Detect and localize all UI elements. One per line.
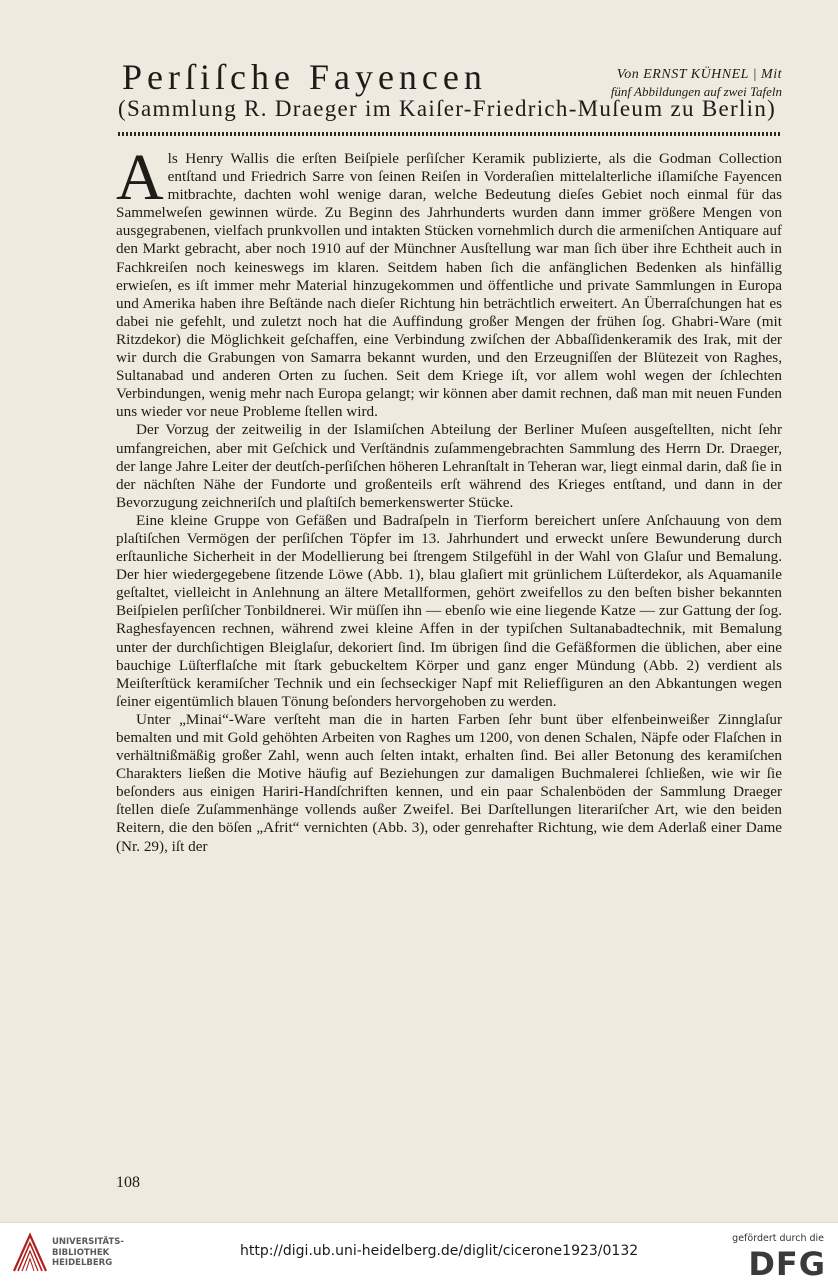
paragraph-1 [116, 141, 782, 421]
article-body [116, 141, 782, 856]
permalink-url[interactable]: http://digi.ub.uni-heidelberg.de/diglit/cicerone1923/0132 [240, 1243, 639, 1259]
paragraph-1-text: ls Henry Wallis die erſten Beiſpiele perſiſcher Keramik publizierte, als die Godman Collection entſtand und Friedrich Sarre von ſeinen Reiſen in Vorderaſien mittelalterliche iſlamiſche Fayencen mitbrachte, dachten wohl wenige daran, welche Bedeutung dieſes Gebiet noch einmal für das Sammelweſen gewinnen würde. Zu Beginn des Jahrhunderts wurden dann immer größere Mengen von ausgegrabenen, vielfach prunkvollen und intakten Stücken vornehmlich durch die armeniſchen Antiquare auf den Markt gebracht, aber noch 1910 auf der Münchner Ausſtellung war man ſich über ihre Echtheit auch in Fachkreiſen noch keineswegs im klaren. Seitdem haben ſich die anfänglichen Bedenken als hinfällig erwieſen, es iſt immer mehr Material hinzugekommen und öffentliche und private Sammlungen in Europa und Amerika haben ihre Beſtände nach dieſer Richtung hin beträchtlich erweitert. An Überraſchungen hat es dabei nie gefehlt, und zuletzt noch hat die Auffindung großer Mengen der frühen ſog. Ghabri-Ware (mit Ritzdekor) die Möglichkeit geſchaffen, eine Verbindung zwiſchen der Abbaſſidenkeramik des Irak, mit der wir durch die Grabungen von Samarra bekannt wurden, und den Erzeugniſſen der Blütezeit von Raghes, Sultanabad und anderen Orten zu ſuchen. Seit dem Kriege iſt, vor allem wohl wegen der ſchlechten Verbindungen, wenig mehr nach Europa gelangt; wir können aber damit rechnen, daß man mit neuen Funden uns wieder vor neue Probleme ſtellen wird. [116, 150, 782, 421]
dfg-logo[interactable]: DFG [748, 1245, 826, 1283]
library-name-line-2: BIBLIOTHEK [52, 1247, 110, 1258]
paragraph-2: Der Vorzug der zeitweilig in der Islamiſchen Abteilung der Berliner Muſeen ausgeſtellten, nicht ſehr umfangreichen, aber mit Geſchick und Verſtändnis zuſammengebrachten Sammlung des Herrn Dr. Draeger, der lange Jahre Leiter der deutſch-perſiſchen höheren Lehranſtalt in Teheran war, liegt einmal darin, daß ſie in der nächſten Nähe der Fundorte und großenteils erſt während des Krieges entſtand, und dann in der Bevorzugung zeichneriſch und plaſtiſch bemerkenswerter Stücke. [116, 421, 782, 511]
library-name-line-1: UNIVERSITÄTS- [52, 1237, 124, 1247]
university-library-logo-icon[interactable] [10, 1231, 50, 1275]
paragraph-3: Eine kleine Gruppe von Gefäßen und Badraſpeln in Tierform bereichert unſere Anſchauung von dem plaſtiſchen Vermögen der perſiſchen Töpfer im 13. Jahrhundert und erweckt unſere Bewunderung durch erſtaunliche Sicherheit in der Modellierung bei ſtrengem Stilgefühl in der Wahl von Glaſur und Bemalung. Der hier wiedergegebene ſitzende Löwe (Abb. 1), blau glaſiert mit grünlichem Lüſterdekor, als Aquamanile geſtaltet, vielleicht in Anlehnung an ältere Metallformen, gehört zweifellos zu den beſten bisher bekannten Beiſpielen perſiſcher Tonbildnerei. Wir müſſen ihn — ebenſo wie eine liegende Katze — zur Gattung der ſog. Raghesfayencen rechnen, während zwei kleine Affen in der typiſchen Sultanabadtechnik, mit Bemalung unter der durchſichtigen Bleiglaſur, dekoriert ſind. Im übrigen ſind die Gefäßformen die üblichen, aber eine bauchige Lüſterflaſche mit ſtark gebuckeltem Körper und ganz enger Mündung (Abb. 2) verdient als Meiſterſtück keramiſcher Technik und ein ſechseckiger Napf mit Reliefſiguren an den Abkantungen wegen ſeiner eigentümlich blauen Tönung beſonders hervorgehoben zu werden. [116, 511, 782, 710]
byline-author: Von ERNST KÜHNEL | Mit [616, 67, 782, 82]
funded-by-label: gefördert durch die [732, 1233, 824, 1244]
library-name[interactable] [52, 1237, 124, 1269]
article-subtitle: (Sammlung R. Draeger im Kaiſer-Friedrich-Muſeum zu Berlin) [118, 96, 777, 121]
library-name-line-3: HEIDELBERG [52, 1258, 113, 1268]
paragraph-4: Unter „Minai“-Ware verſteht man die in harten Farben ſehr bunt über elfenbeinweißer Zinnglaſur bemalten und mit Gold gehöhten Arbeiten von Raghes um 1200, von denen Schalen, Näpfe oder Flaſchen in verhältnißmäßig großer Zahl, wenn auch ſelten intakt, erhalten ſind. Bei aller Betonung des keramiſchen Charakters ließen die Motive häufig auf Beziehungen zur damaligen Buchmalerei ſchließen, wie wir ſie beſonders aus einigen Hariri-Handſchriften kennen, und ein paar Schalenböden der Sammlung Draeger ſtellen dieſe Zuſammenhänge vollends außer Zweifel. Bei Darſtellungen literariſcher Art, wie den beiden Reitern, die den böſen „Afrit“ vernichten (Abb. 3), oder genrehafter Richtung, wie dem Aderlaß einer Dame (Nr. 29), iſt der [116, 710, 782, 855]
dotted-divider [118, 132, 782, 136]
byline [556, 66, 782, 100]
drop-cap: A [116, 141, 164, 214]
page-number: 108 [116, 1174, 140, 1191]
byline-illustrations-note: fünf Abbildungen auf zwei Tafeln [610, 84, 782, 99]
viewer-footer [0, 1222, 838, 1283]
article-title: Perſiſche Fayencen [122, 57, 487, 97]
